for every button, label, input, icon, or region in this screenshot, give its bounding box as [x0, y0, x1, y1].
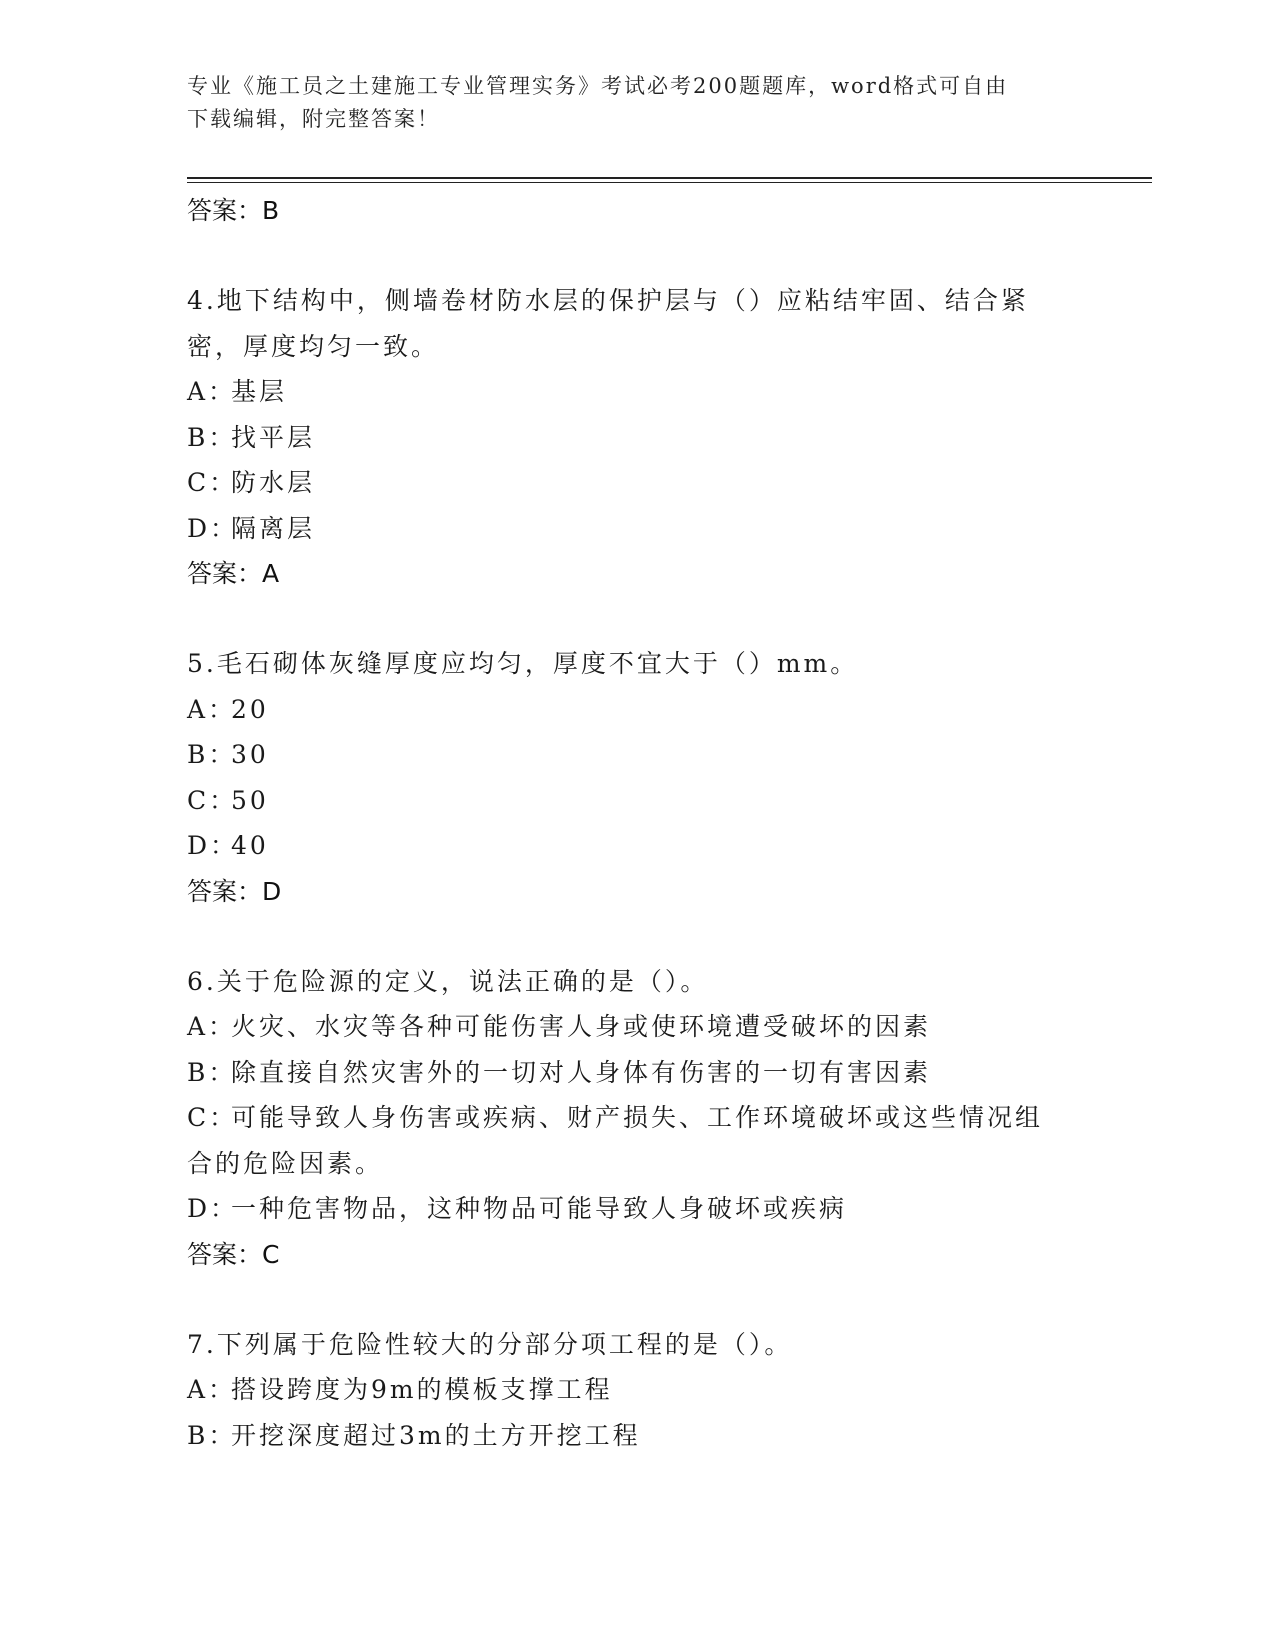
- option-d: [187, 1186, 1087, 1232]
- option-text: 40: [231, 831, 269, 860]
- option-text: 50: [231, 785, 269, 815]
- option-text: 开挖深度超过3m的土方开挖工程: [231, 1420, 641, 1450]
- option-label: B：: [187, 1057, 237, 1087]
- option-text: 火灾、水灾等各种可能伤害人身或使环境遭受破坏的因素: [231, 1012, 932, 1041]
- option-text: 30: [231, 740, 269, 769]
- option-b: [187, 415, 1087, 461]
- option-c: [187, 778, 1087, 824]
- option-c: [187, 460, 1087, 506]
- option-text: 一种危害物品，这种物品可能导致人身破坏或疾病: [231, 1194, 848, 1223]
- option-text: 除直接自然灾害外的一切对人身体有伤害的一切有害因素: [231, 1057, 932, 1087]
- option-a: [187, 1367, 1087, 1413]
- option-label: B：: [187, 740, 237, 769]
- question-6: [187, 959, 1087, 1278]
- previous-answer: 答案：B: [187, 196, 280, 225]
- header-line-1: 专业《施工员之土建施工专业管理实务》考试必考200题题库，word格式可自由: [187, 74, 1009, 98]
- document-header: [187, 70, 1087, 136]
- option-label: D：: [187, 831, 239, 860]
- option-text: 隔离层: [231, 513, 316, 543]
- option-c: [187, 1095, 1087, 1141]
- question-text-continued: 密，厚度均匀一致。: [187, 331, 440, 361]
- option-a: [187, 1004, 1087, 1050]
- option-label: A：: [187, 1012, 237, 1041]
- option-label: C：: [187, 1103, 238, 1132]
- question-7: [187, 1322, 1087, 1459]
- option-text: 防水层: [231, 468, 316, 497]
- answer: 答案：D: [187, 876, 282, 906]
- option-label: C：: [187, 468, 238, 497]
- option-label: B：: [187, 422, 237, 452]
- header-line-2: 下载编辑，附完整答案！: [187, 107, 440, 131]
- option-b: [187, 732, 1087, 778]
- option-label: A：: [187, 694, 237, 724]
- question-4: [187, 278, 1087, 597]
- option-label: C：: [187, 785, 238, 815]
- question-text: 5.毛石砌体灰缝厚度应均匀，厚度不宜大于（）mm。: [187, 649, 859, 678]
- question-list: [187, 188, 1087, 1458]
- header-divider-thin: [187, 182, 1152, 183]
- option-label: A：: [187, 377, 237, 406]
- option-text: 基层: [231, 377, 288, 406]
- question-text: 6.关于危险源的定义，说法正确的是（）。: [187, 966, 709, 996]
- option-text: 找平层: [231, 422, 316, 452]
- option-d: [187, 823, 1087, 869]
- question-text: 4.地下结构中，侧墙卷材防水层的保护层与（）应粘结牢固、结合紧: [187, 286, 1029, 315]
- option-label: D：: [187, 513, 239, 543]
- option-a: [187, 687, 1087, 733]
- question-5: [187, 641, 1087, 915]
- option-b: [187, 1413, 1087, 1459]
- question-text: 7.下列属于危险性较大的分部分项工程的是（）。: [187, 1329, 793, 1359]
- option-c-continued: 合的危险因素。: [187, 1148, 384, 1178]
- header-divider-thick: [187, 177, 1152, 179]
- option-b: [187, 1050, 1087, 1096]
- option-d: [187, 506, 1087, 552]
- option-label: B：: [187, 1420, 237, 1450]
- option-text: 可能导致人身伤害或疾病、财产损失、工作环境破坏或这些情况组: [231, 1103, 1044, 1132]
- option-text: 搭设跨度为9m的模板支撑工程: [231, 1375, 613, 1404]
- option-label: A：: [187, 1375, 237, 1404]
- option-a: [187, 369, 1087, 415]
- answer: 答案：C: [187, 1239, 280, 1269]
- option-text: 20: [231, 694, 269, 724]
- answer: 答案：A: [187, 559, 280, 588]
- option-label: D：: [187, 1194, 239, 1223]
